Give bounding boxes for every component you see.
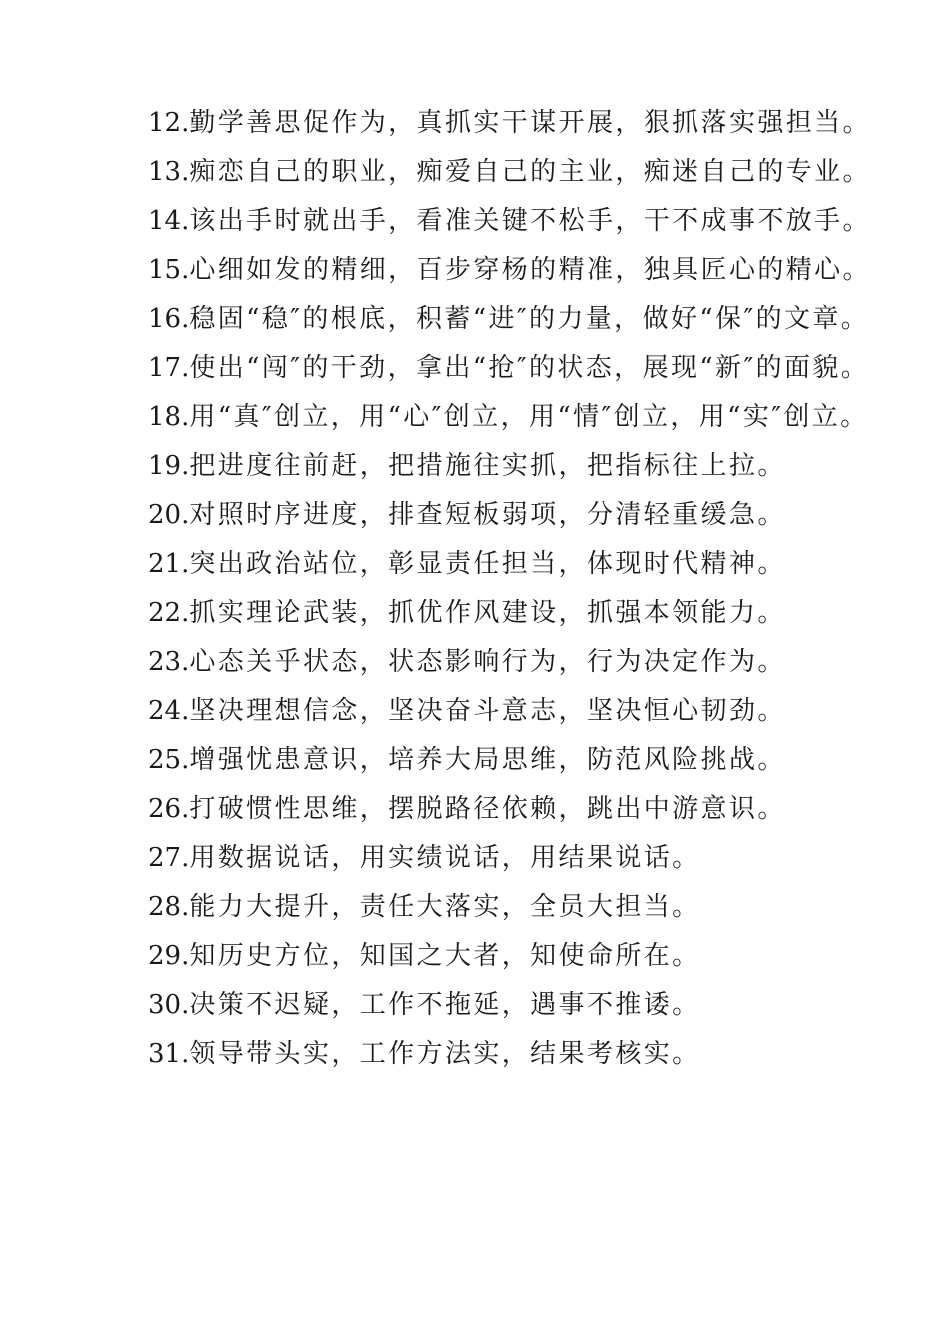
- list-item: [88, 540, 890, 589]
- item-text: 突出政治站位，彰显责任担当，体现时代精神。: [189, 549, 786, 579]
- list-item: [88, 785, 890, 834]
- item-text: 心细如发的精细，百步穿杨的精准，独具匠心的精心。: [189, 255, 871, 285]
- list-item: [88, 148, 890, 197]
- item-number: 29.: [148, 941, 190, 971]
- item-number: 31.: [148, 1039, 190, 1069]
- item-text: 能力大提升，责任大落实，全员大担当。: [189, 892, 701, 922]
- item-text: 勤学善思促作为，真抓实干谋开展，狠抓落实强担当。: [189, 108, 871, 138]
- item-text: 领导带头实，工作方法实，结果考核实。: [189, 1039, 701, 1069]
- list-item: [88, 1030, 890, 1079]
- item-text: 知历史方位，知国之大者，知使命所在。: [189, 941, 701, 971]
- item-number: 19.: [148, 451, 190, 481]
- item-text: 把进度往前赶，把措施往实抓，把指标往上拉。: [189, 451, 786, 481]
- item-text: 用数据说话，用实绩说话，用结果说话。: [189, 843, 701, 873]
- item-text: 痴恋自己的职业，痴爱自己的主业，痴迷自己的专业。: [189, 157, 871, 187]
- item-text: 抓实理论武装，抓优作风建设，抓强本领能力。: [189, 598, 786, 628]
- item-number: 18.: [148, 402, 190, 432]
- list-item: [88, 442, 890, 491]
- item-number: 26.: [148, 794, 190, 824]
- item-number: 27.: [148, 843, 190, 873]
- item-number: 16.: [148, 304, 190, 334]
- list-item: [88, 638, 890, 687]
- list-item: [88, 736, 890, 785]
- item-number: 14.: [148, 206, 190, 236]
- item-text: 打破惯性思维，摆脱路径依赖，跳出中游意识。: [189, 794, 786, 824]
- item-number: 17.: [148, 353, 190, 383]
- item-number: 23.: [148, 647, 190, 677]
- item-text: 稳固“稳″的根底，积蓄“进″的力量，做好“保″的文章。: [189, 304, 870, 334]
- item-number: 13.: [148, 157, 190, 187]
- item-text: 心态关乎状态，状态影响行为，行为决定作为。: [189, 647, 786, 677]
- list-item: [88, 834, 890, 883]
- item-text: 坚决理想信念，坚决奋斗意志，坚决恒心韧劲。: [189, 696, 786, 726]
- item-text: 使出“闯″的干劲，拿出“抢″的状态，展现“新″的面貌。: [189, 353, 870, 383]
- item-number: 25.: [148, 745, 190, 775]
- list-item: [88, 687, 890, 736]
- item-number: 30.: [148, 990, 190, 1020]
- item-text: 对照时序进度，排查短板弱项，分清轻重缓急。: [189, 500, 786, 530]
- item-number: 28.: [148, 892, 190, 922]
- list-item: [88, 981, 890, 1030]
- list-item: [88, 491, 890, 540]
- item-number: 12.: [148, 108, 190, 138]
- list-item: [88, 197, 890, 246]
- item-number: 21.: [148, 549, 190, 579]
- item-number: 24.: [148, 696, 190, 726]
- list-item: [88, 344, 890, 393]
- list-item: [88, 589, 890, 638]
- item-text: 增强忧患意识，培养大局思维，防范风险挑战。: [189, 745, 786, 775]
- list-item: [88, 99, 890, 148]
- item-text: 用“真″创立，用“心″创立，用“情″创立，用“实″创立。: [189, 402, 869, 432]
- item-number: 15.: [148, 255, 190, 285]
- list-item: [88, 883, 890, 932]
- item-number: 20.: [148, 500, 190, 530]
- item-text: 决策不迟疑，工作不拖延，遇事不推诿。: [189, 990, 701, 1020]
- item-number: 22.: [148, 598, 190, 628]
- list-item: [88, 295, 890, 344]
- item-text: 该出手时就出手，看准关键不松手，干不成事不放手。: [189, 206, 871, 236]
- list-item: [88, 932, 890, 981]
- list-item: [88, 246, 890, 295]
- list-item: [88, 393, 890, 442]
